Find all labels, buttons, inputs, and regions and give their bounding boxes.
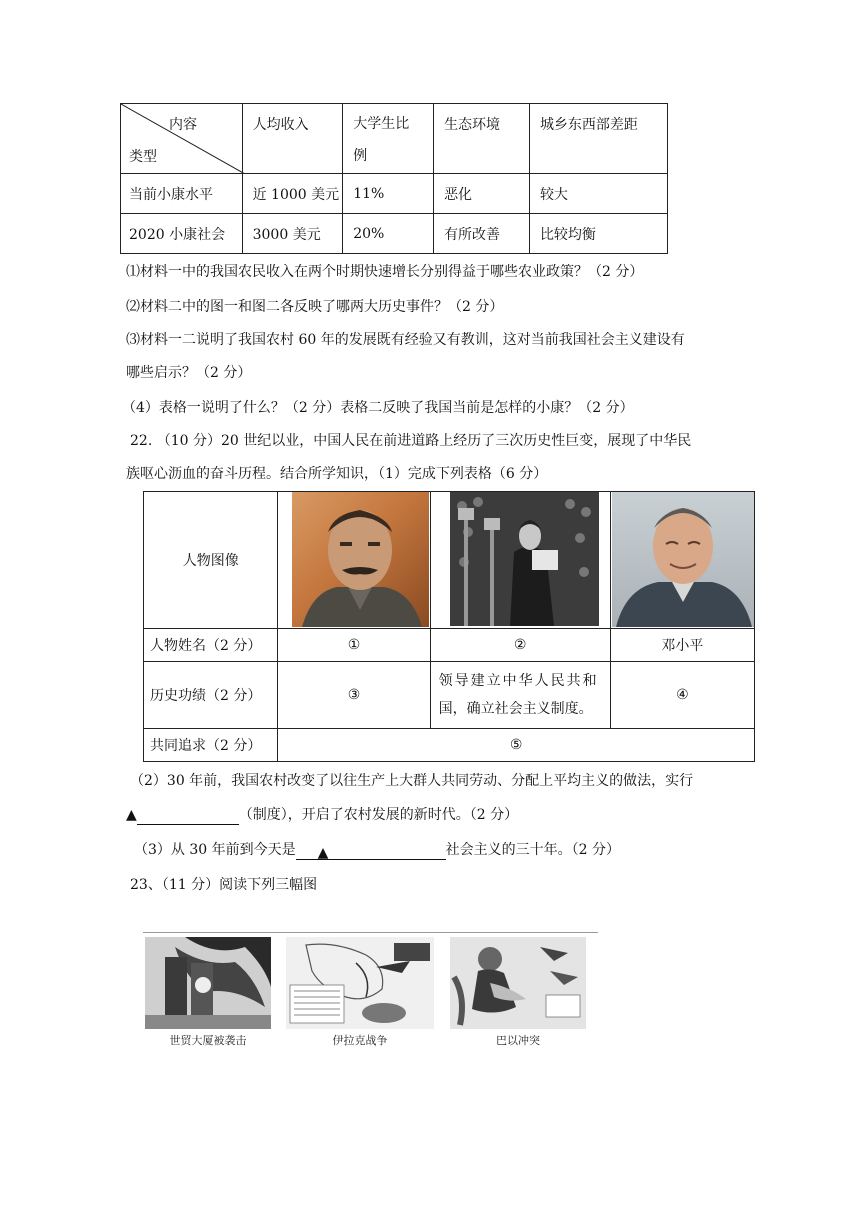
wtc-attack-image	[145, 937, 271, 1029]
question-21-3-cont: 哪些启示？（2 分）	[126, 365, 252, 381]
iraq-war-image	[286, 937, 434, 1029]
table-cell: 20%	[343, 214, 434, 254]
blank-marker-triangle: ▲	[126, 807, 137, 823]
image-strip-top-border	[143, 932, 598, 933]
question-22-3	[134, 840, 620, 860]
israel-palestine-illustration	[450, 937, 586, 1029]
row-label-image: 人物图像	[144, 492, 278, 629]
diagonal-header-cell	[121, 104, 243, 174]
diag-top-label: 内容	[169, 117, 197, 133]
portrait-1-illustration	[292, 492, 429, 627]
table-cell: 较大	[529, 174, 667, 214]
header-college-ratio-line2: 例	[353, 148, 368, 164]
table-cell: 有所改善	[434, 214, 530, 254]
name-blank-2: ②	[430, 629, 610, 662]
header-college-ratio-line1: 大学生比	[353, 116, 410, 132]
comparison-table	[120, 103, 668, 254]
table-cell: 比较均衡	[529, 214, 667, 254]
question-21-1: ⑴材料一中的我国农民收入在两个时期快速增长分别得益于哪些农业政策？（2 分）	[126, 264, 644, 280]
deed-blank-4: ④	[610, 662, 754, 729]
header-gap: 城乡东西部差距	[529, 104, 667, 174]
question-21-4: （4）表格一说明了什么？（2 分）表格二反映了我国当前是怎样的小康？（2 分）	[122, 400, 634, 416]
portrait-3-illustration	[612, 492, 754, 627]
deed-mao	[430, 662, 610, 729]
deed-mao-line1: 领导建立中华人民共和	[438, 673, 599, 689]
question-22-line1: 22. （10 分）20 世纪以业，中国人民在前进道路上经历了三次历史性巨变，展现了中华民	[130, 433, 692, 449]
table-cell: 近 1000 美元	[242, 174, 343, 214]
portrait-photo-1	[292, 492, 429, 627]
header-income: 人均收入	[242, 104, 343, 174]
table-row	[121, 174, 668, 214]
answer-blank-socialism[interactable]	[296, 843, 446, 860]
caption-wtc-attack: 世贸大厦被袭击	[169, 1034, 247, 1047]
caption-israel-palestine: 巴以冲突	[496, 1034, 540, 1047]
name-deng-xiaoping: 邓小平	[610, 629, 754, 662]
deed-mao-line2: 国，确立社会主义制度。	[438, 701, 593, 717]
table-cell: 3000 美元	[242, 214, 343, 254]
common-blank-5: ⑤	[278, 729, 755, 762]
row-label-name: 人物姓名（2 分）	[144, 629, 278, 662]
row-label-common: 共同追求（2 分）	[144, 729, 278, 762]
row-label-deeds: 历史功绩（2 分）	[144, 662, 278, 729]
israel-palestine-image	[450, 937, 586, 1029]
table-cell: 11%	[343, 174, 434, 214]
table-cell: 2020 小康社会	[121, 214, 243, 254]
table-row	[121, 214, 668, 254]
table-cell: 当前小康水平	[121, 174, 243, 214]
question-22-3-suffix: 社会主义的三十年。（2 分）	[445, 842, 620, 858]
table-cell: 恶化	[434, 174, 530, 214]
question-21-2: ⑵材料二中的图一和图二各反映了哪两大历史事件？（2 分）	[126, 299, 504, 315]
answer-blank-system[interactable]	[137, 808, 239, 825]
wtc-attack-illustration	[145, 937, 271, 1029]
diag-bottom-label: 类型	[129, 149, 157, 165]
question-22-2-suffix: （制度），开启了农村发展的新时代。（2 分）	[238, 807, 519, 823]
question-21-3: ⑶材料一二说明了我国农村 60 年的发展既有经验又有教训，这对当前我国社会主义建设有	[126, 332, 685, 348]
portrait-photo-3	[612, 492, 754, 627]
blank-marker-triangle-2: ▲	[317, 845, 329, 861]
portrait-photo-2	[450, 492, 599, 626]
portrait-2-illustration	[450, 492, 599, 626]
question-22-line2: 族呕心沥血的奋斗历程。结合所学知识，（1）完成下列表格（6 分）	[126, 466, 548, 482]
header-college-ratio	[343, 104, 434, 174]
question-22-2-line2	[126, 805, 518, 825]
caption-iraq-war: 伊拉克战争	[332, 1034, 388, 1047]
name-blank-1: ①	[278, 629, 430, 662]
question-22-3-prefix: （3）从 30 年前到今天是	[134, 842, 296, 858]
deed-blank-3: ③	[278, 662, 430, 729]
iraq-war-map-illustration	[286, 937, 434, 1029]
question-23-title: 23、（11 分）阅读下列三幅图	[130, 877, 318, 893]
header-ecology: 生态环境	[434, 104, 530, 174]
question-22-2-line1: （2）30 年前，我国农村改变了以往生产上大群人共同劳动、分配上平均主义的做法，实行	[130, 773, 694, 789]
